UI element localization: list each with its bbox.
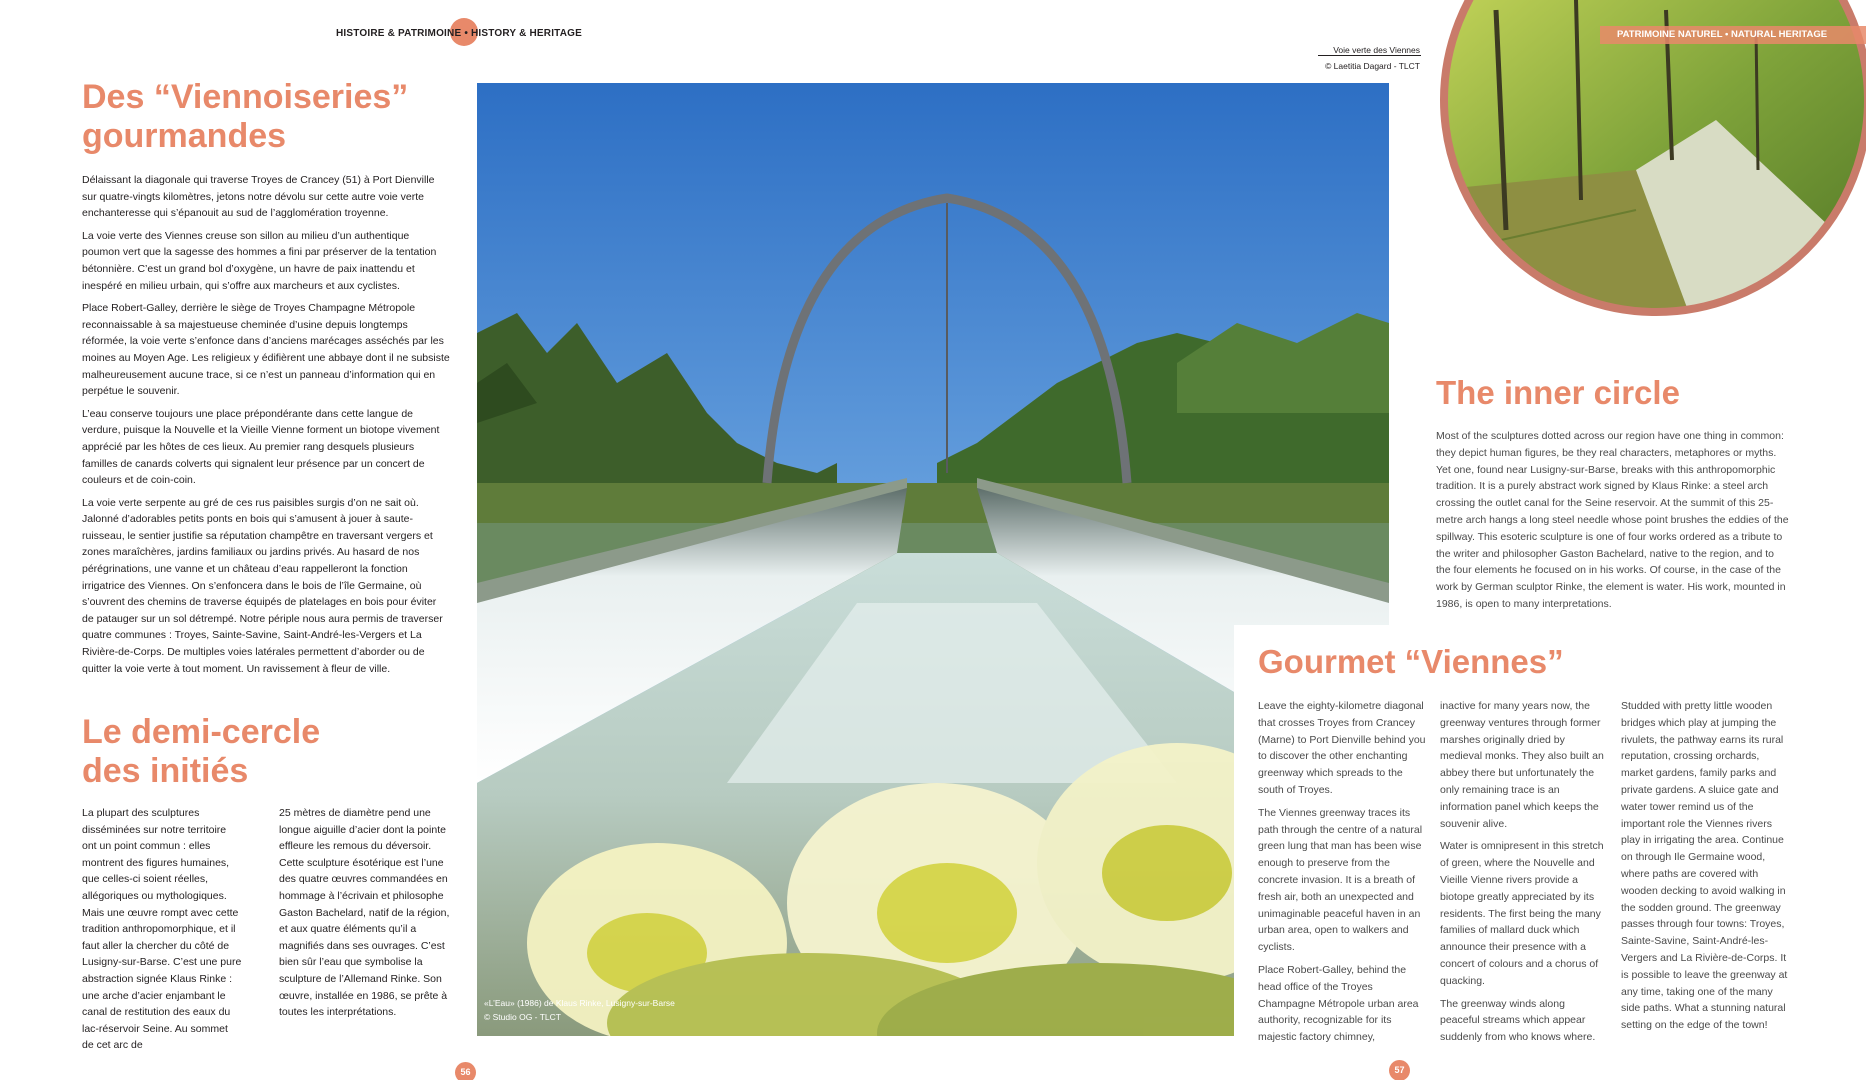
circular-photo-greenway [1436,0,1866,332]
headline-line: des initiés [82,752,249,790]
paragraph: La voie verte des Viennes creuse son sillon au milieu d’un authentique poumon vert que la sagesse des hommes a fini par préserver de la tentation bétonnière. C’est un grand bol d’oxygène, un havre de paix inattendu et inespéré en milieu urbain, qui s’offre aux marcheurs et aux cyclistes. [82,229,437,292]
demi-cercle-col-a [82,805,242,1060]
paragraph: Leave the eighty-kilometre diagonal that crosses Troyes from Crancey (Marne) to Port Dienville behind you to discover the other enchanting greenway which spreads to the south of Troyes. [1258,700,1426,796]
demi-cercle-col-b [279,805,459,1027]
gourmet-col-2 [1440,698,1605,1052]
credit-divider [1318,55,1421,56]
gourmet-col-1 [1258,698,1428,1052]
gourmet-col-3 [1621,698,1791,1040]
paragraph: Studded with pretty little wooden bridges which play at jumping the rivulets, the pathway earns its rural reputation, crossing orchards, market gardens, family parks and private gardens. A sluice gate and water tower remind us of the important role the Viennes rivers play in irrigating the area. Continue on through Ile Germaine wood, where paths are covered with wooden decking to avoid walking in the sodden ground. The greenway passes through four towns: Troyes, Sainte-Savine, Saint-André-les-Vergers and La Rivière-de-Corps. It is possible to leave the greenway at any time, taking one of the many side paths. What a stunning natural setting on the edge of the town! [1621,700,1788,1032]
rubric-separator: • [464,28,469,39]
page-number-right: 57 [1389,1060,1410,1080]
headline-viennoiseries [82,78,462,156]
paragraph: The Viennes greenway traces its path through the centre of a natural green lung that man has been wise enough to preserve from the concrete invasion. It is a breath of fresh air, both an unexpected and unimaginable peaceful haven in an urban area, open to walkers and cyclists. [1258,806,1423,954]
paragraph: inactive for many years now, the greenway ventures through former marshes originally dried by medieval monks. They also built an abbey there but unfortunately the only remaining trace is an information panel which keeps the souvenir alive. [1440,700,1604,830]
nh-label-fr: PATRIMOINE NATUREL [1617,29,1723,40]
headline-line: Des “Viennoiseries” [82,78,409,116]
page-number-left: 56 [455,1062,476,1080]
credit-title: Voie verte des Viennes [1333,45,1420,55]
credit-author: © Laetitia Dagard - TLCT [1325,61,1420,71]
paragraph: 25 mètres de diamètre pend une longue aiguille d’acier dont la pointe effleure les remous du déversoir. Cette sculpture ésotérique est l’une des quatre œuvres commandées en hommage à l’écrivain et philosophe Gaston Bachelard, natif de la région, et aux quatre éléments qu’il a magnifiés dans ses ouvrages. C’est bien sûr l’eau que symbolise la sculpture de l’Allemand Rinke. Son œuvre, installée en 1986, se prête à toutes les interprétations. [279,807,450,1019]
paragraph: The greenway winds along peaceful streams which appear suddenly from who knows where. [1440,997,1596,1044]
inner-circle-text [1436,428,1791,619]
nh-label-en: NATURAL HERITAGE [1731,29,1828,40]
headline-gourmet-viennes: Gourmet “Viennes” [1258,643,1564,680]
paragraph: L’eau conserve toujours une place prépondérante dans cette langue de verdure, puisque la Nouvelle et la Vieille Vienne forment un biotope vivement apprécié par les hôtes de ces lieux. Au premier rang desquels plusieurs familles de canards colverts qui signalent leur présence par un concert de couleurs et de coin-coin. [82,407,440,487]
caption-title: «L’Eau» (1986) de Klaus Rinke, Lusigny-sur-Barse [484,998,675,1008]
headline-inner-circle: The inner circle [1436,374,1680,411]
paragraph: La plupart des sculptures disséminées sur notre territoire ont un point commun : elles montrent des figures humaines, que celles-ci soient réelles, allégoriques ou mythologiques. Mais une œuvre rompt avec cette tradition anthropomorphique, et il faut aller la chercher du côté de Lusigny-sur-Barse. C’est une pure abstraction signée Klaus Rinke : une arche d’acier enjambant le canal de restitution des eaux du lac-réservoir Seine. Au sommet de cet arc de [82,807,242,1052]
caption-credit: © Studio OG - TLCT [484,1012,561,1022]
paragraph: Place Robert-Galley, derrière le siège de Troyes Champagne Métropole reconnaissable à sa majestueuse cheminée d’usine depuis longtemps réformée, la voie verte s’enfonce dans d’anciens marécages asséchés par les moines au Moyen Age. Les religieux y édifièrent une abbaye dont il ne subsiste malheureusement aucune trace, si ce n’est un panneau d’information qui en perpétue le souvenir. [82,302,450,398]
photo-credit [1320,42,1420,74]
headline-line: gourmandes [82,117,287,155]
headline-line: Le demi-cercle [82,713,321,751]
headline-demi-cercle [82,713,462,791]
photo-caption [484,996,675,1024]
article-body-fr [82,172,450,683]
rubric-en: HISTORY & HERITAGE [471,28,583,39]
natural-heritage-label [1617,29,1827,40]
paragraph: Water is omnipresent in this stretch of green, where the Nouvelle and Vieille Vienne rivers provide a biotope greatly appreciated by its residents. The first being the many families of mallard duck which announce their presence with a concert of colours and a chorus of quacking. [1440,840,1604,987]
nh-separator: • [1725,29,1729,40]
paragraph: Place Robert-Galley, behind the head office of the Troyes Champagne Métropole urban area authority, recognizable for its majestic factory chimney, [1258,963,1419,1044]
paragraph: Délaissant la diagonale qui traverse Troyes de Crancey (51) à Port Dienville sur quatre-vingts kilomètres, jetons notre dévolu sur cette autre voie verte enchanteresse qui s’épanouit au sud de l’agglomération troyenne. [82,174,435,220]
section-rubric [336,28,582,39]
paragraph: La voie verte serpente au gré de ces rus paisibles surgis d’on ne sait où. Jalonné d’adorables petits ponts en bois qui s’amusent à jouer à saute-ruisseau, le sentier justifie sa réputation champêtre en traversant vergers et zones maraîchères, jardins familiaux ou jardins privés. Au hasard de nos pérégrinations, une vanne et un château d’eau rappelleront la fonction irrigatrice des Viennes. On s’enfoncera dans le bois de l’île Germaine, où s’ouvrent des chemins de traverse équipés de platelages en bois pour éviter de patauger sur un sol détrempé. Notre périple nous aura permis de traverser quatre communes : Troyes, Sainte-Savine, Saint-André-les-Vergers et La Rivière-de-Corps. De multiples voies latérales permettent d’aborder ou de quitter la voie verte à tout moment. Un ravissement à fleur de ville. [82,496,443,675]
rubric-fr: HISTOIRE & PATRIMOINE [336,28,462,39]
paragraph: Most of the sculptures dotted across our region have one thing in common: they depict human figures, be they real characters, metaphores or myths. Yet one, found near Lusigny-sur-Barse, breaks with this anthropomorphic tradition. It is a purely abstract work signed by Klaus Rinke: a steel arch crossing the outlet canal for the Seine reservoir. At the summit of this 25-metre arch hangs a long steel needle whose point brushes the eddies of the spillway. This esoteric sculpture is one of four works ordered as a tribute to the writer and philosopher Gaston Bachelard, native to the region, and to the four elements he focused on in his works. Of course, in the case of the work by German sculptor Rinke, the element is water. His work, mounted in 1986, is open to many interpretations. [1436,430,1789,610]
